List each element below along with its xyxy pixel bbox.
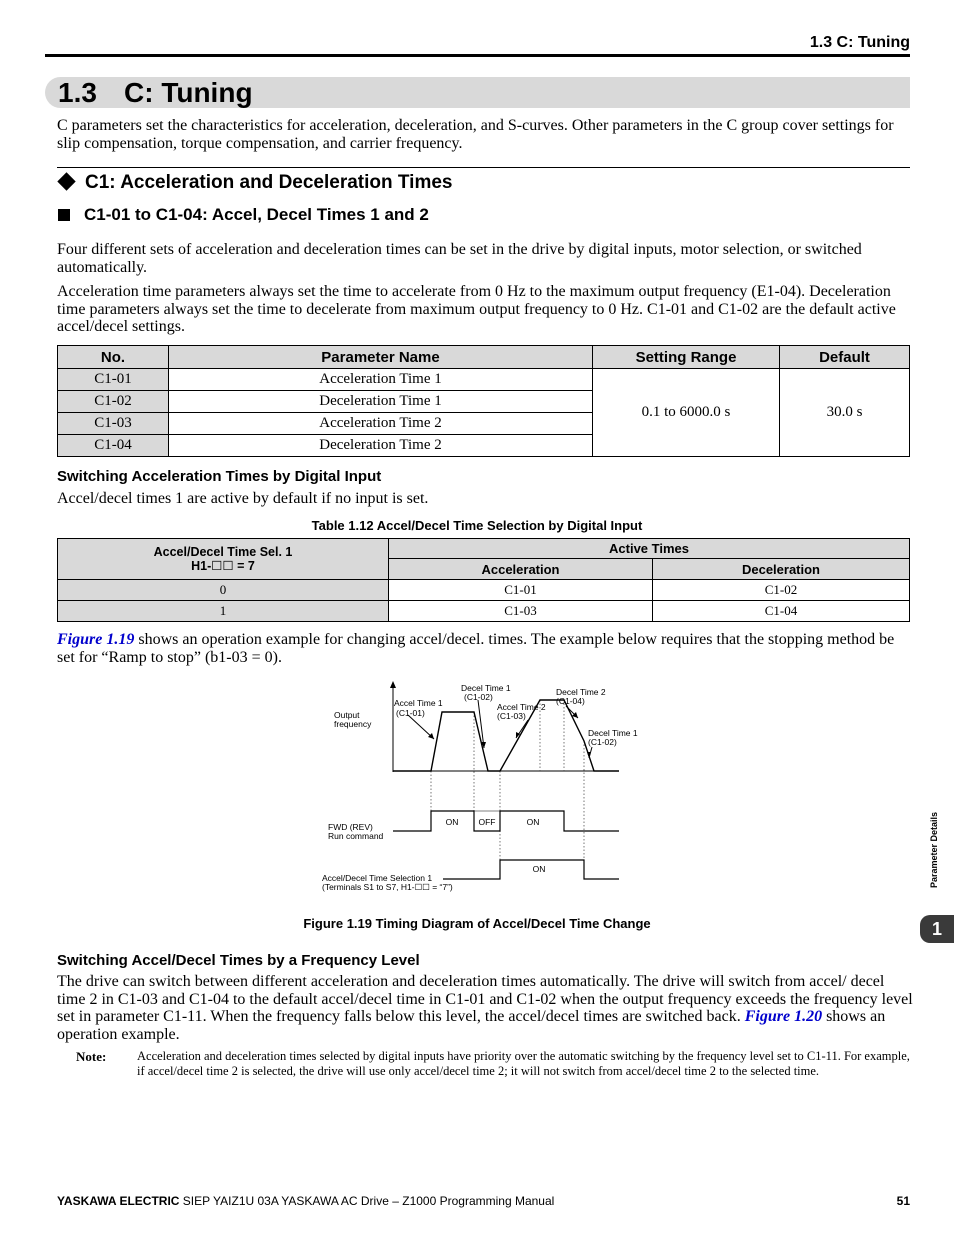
c1-heading-text: C1: Acceleration and Deceleration Times	[85, 172, 453, 193]
cell-name: Acceleration Time 2	[169, 413, 593, 435]
figure-1-19-link[interactable]: Figure 1.19	[57, 631, 135, 648]
fwd-run-label: FWD (REV) Run command	[328, 822, 384, 841]
cell-acc: C1-01	[389, 580, 653, 601]
side-tab-label	[926, 803, 940, 903]
accel-time-2-label: Accel Time 2 (C1-03)	[497, 702, 546, 721]
square-bullet-icon	[58, 209, 70, 221]
header-time-sel-line2: H1-☐☐ = 7	[191, 559, 255, 573]
switch-freq-tail: shows an operation example.	[57, 1008, 886, 1043]
run-command-signal	[393, 811, 619, 831]
diamond-bullet-icon	[57, 172, 75, 190]
switch-digital-heading: Switching Acceleration Times by Digital Input	[57, 468, 382, 485]
figure-reference-paragraph	[57, 631, 913, 666]
time-selection-label: Accel/Decel Time Selection 1 (Terminals S1 to S7, H1-☐☐ = “7”)	[322, 873, 453, 892]
cell-sel: 1	[58, 601, 389, 622]
cell-default: 30.0 s	[780, 369, 910, 457]
footer-brand: YASKAWA ELECTRIC	[57, 1194, 180, 1208]
header-no: No.	[58, 346, 169, 369]
cell-name: Acceleration Time 1	[169, 369, 593, 391]
cell-name: Deceleration Time 1	[169, 391, 593, 413]
selection-table	[57, 538, 910, 622]
switch-freq-paragraph	[57, 973, 913, 1043]
dotted-guides	[431, 700, 584, 860]
on-label-3: ON	[532, 864, 546, 874]
cell-no: C1-02	[58, 391, 169, 413]
running-header: 1.3 C: Tuning	[809, 34, 910, 51]
paragraph-accel-params: Acceleration time parameters always set the time to accelerate from 0 Hz to the maximum output frequency (E1-04). Deceleration time parameters always set the time to decelerate from maximum output frequency to 0 Hz. C1-01 and C1-02 are the default active accel/decel settings.	[57, 283, 896, 335]
cell-setting-range: 0.1 to 6000.0 s	[593, 369, 780, 457]
parameter-table	[57, 345, 910, 457]
time-selection-signal	[443, 860, 619, 879]
side-tab-label-text: Parameter Details	[929, 811, 939, 889]
cell-sel: 0	[58, 580, 389, 601]
cell-no: C1-03	[58, 413, 169, 435]
section-title-text: C: Tuning	[124, 77, 253, 108]
header-deceleration: Deceleration	[653, 559, 910, 580]
footer	[57, 1194, 554, 1208]
cell-acc: C1-03	[389, 601, 653, 622]
intro-paragraph: C parameters set the characteristics for acceleration, deceleration, and S-curves. Other parameters in the C group cover settings for slip compensation, torque compensation, and carrier frequency.	[57, 117, 894, 152]
y-axis-arrow-icon	[390, 681, 396, 688]
table-caption: Table 1.12 Accel/Decel Time Selection by Digital Input	[311, 518, 643, 533]
cell-dec: C1-04	[653, 601, 910, 622]
cell-no: C1-01	[58, 369, 169, 391]
switch-freq-heading: Switching Accel/Decel Times by a Frequency Level	[57, 952, 420, 969]
figure-reference-text: shows an operation example for changing accel/decel. times. The example below requires that the stopping method be set for “Ramp to stop” (b1-03 = 0).	[57, 631, 895, 666]
section-number: 1.3	[58, 77, 97, 108]
header-setting-range: Setting Range	[593, 346, 780, 369]
figure-1-20-link[interactable]: Figure 1.20	[744, 1008, 823, 1025]
header-active-times: Active Times	[389, 539, 910, 559]
header-parameter-name: Parameter Name	[169, 346, 593, 369]
header-rule	[45, 54, 910, 57]
note-label: Note:	[76, 1049, 107, 1064]
page-number: 51	[896, 1194, 910, 1208]
chapter-tab: 1	[920, 915, 954, 943]
decel-time-1-right-label: Decel Time 1 (C1-02)	[588, 728, 638, 747]
footer-doc: SIEP YAIZ1U 03A YASKAWA AC Drive – Z1000 Programming Manual	[179, 1194, 555, 1208]
section-divider	[57, 167, 910, 168]
switch-freq-text: The drive can switch between different acceleration and deceleration times automatically. The drive will switch from accel/ decel time 2 in C1-03 and C1-04 to the default accel/decel time in C1-01 and C1-02 when the output frequency exceeds the frequency level set in parameter C1-11. When the frequency falls below this level, the accel/decel times are switched back.	[57, 973, 913, 1025]
header-time-sel-line1: Accel/Decel Time Sel. 1	[153, 545, 293, 559]
cell-name: Deceleration Time 2	[169, 435, 593, 457]
section-title	[58, 77, 253, 108]
header-default: Default	[780, 346, 910, 369]
decel-time-1-top-label: Decel Time 1 (C1-02)	[461, 683, 511, 702]
accel-time-1-label: Accel Time 1 (C1-01)	[394, 698, 443, 718]
switch-digital-text: Accel/decel times 1 are active by default if no input is set.	[57, 490, 429, 507]
c101-heading	[58, 205, 429, 225]
output-frequency-label: Output frequency	[334, 710, 372, 729]
header-acceleration: Acceleration	[389, 559, 653, 580]
decel-time-2-label: Decel Time 2 (C1-04)	[556, 687, 606, 706]
cell-no: C1-04	[58, 435, 169, 457]
timing-diagram	[0, 670, 954, 900]
header-time-sel	[58, 539, 389, 580]
cell-dec: C1-02	[653, 580, 910, 601]
off-label: OFF	[478, 817, 496, 827]
on-label-2: ON	[526, 817, 540, 827]
on-label-1: ON	[445, 817, 459, 827]
c101-heading-text: C1-01 to C1-04: Accel, Decel Times 1 and 2	[84, 205, 429, 224]
note-text: Acceleration and deceleration times selected by digital inputs have priority over the automatic switching by the frequency level set to C1-11. For example, if accel/decel time 2 is selected, the drive will use only accel/decel time 2; it will not switch from accel/decel time 2 to the selected time.	[137, 1049, 910, 1078]
c1-heading	[56, 172, 452, 194]
paragraph-four-sets: Four different sets of acceleration and deceleration times can be set in the drive by digital inputs, motor selection, or switched automatically.	[57, 241, 862, 276]
figure-caption: Figure 1.19 Timing Diagram of Accel/Decel Time Change	[303, 916, 651, 931]
